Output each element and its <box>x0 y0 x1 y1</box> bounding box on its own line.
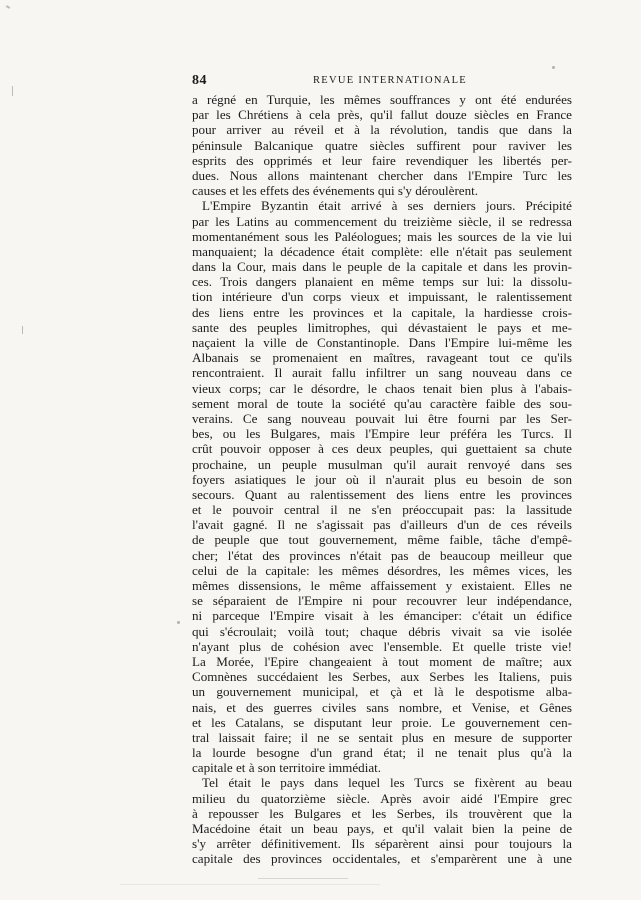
text-line: un gouvernement municipal, et çà et là le despotisme alba- <box>192 684 572 700</box>
text-line: dans la Cour, mais dans le peuple de la capitale et dans les provin- <box>192 259 572 275</box>
text-line: sante des peuples limitrophes, qui dévastaient le pays et me- <box>192 319 572 335</box>
scan-bottom-mark <box>120 884 380 885</box>
page-number: 84 <box>192 73 207 88</box>
text-line: tion intérieure d'un corps vieux et impuissant, le ralentissement <box>192 289 572 305</box>
text-line: n'ayant plus de cohésion avec l'ensemble. Et quelle triste vie! <box>192 638 572 654</box>
text-line: s'y arrêter définitivement. Ils séparèrent ainsi pour toujours la <box>192 836 572 852</box>
text-line: et le pouvoir central il ne s'en préoccupait pas: la lassitude <box>192 502 572 518</box>
body-text <box>192 92 572 867</box>
text-line: ni parceque l'Empire visait à les émanciper: c'était un édifice <box>192 608 572 624</box>
text-line: sement moral de toute la société qu'au caractère faible des sou- <box>192 395 572 411</box>
text-line: Comnènes succédaient les Serbes, aux Serbes les Italiens, puis <box>192 669 572 685</box>
scan-edge-mark <box>6 5 10 9</box>
text-line: crût pouvoir opposer à ces deux peuples, qui guettaient sa chute <box>192 441 572 457</box>
scan-speck <box>552 66 555 69</box>
text-line: la lourde besogne d'un grand état; il ne tenait plus qu'à la <box>192 745 572 761</box>
page-header <box>192 73 572 91</box>
text-line: verains. Ce sang nouveau pouvait lui être fourni par les Ser- <box>192 410 572 426</box>
text-line: Macédoine était un beau pays, et qu'il valait bien la peine de <box>192 821 572 836</box>
text-line: manquaient; la décadence était complète: elle n'était pas seulement <box>192 243 572 259</box>
text-line: vieux corps; car le désordre, le chaos tenait bien plus à l'abais- <box>192 380 572 396</box>
text-line: prochaine, un peuple musulman qu'il aurait renvoyé dans ses <box>192 456 572 472</box>
text-line: pour arriver au réveil et à la révolution, tandis que dans la <box>192 122 572 138</box>
text-line: bes, ou les Bulgares, mais l'Empire leur préféra les Turcs. Il <box>192 426 572 442</box>
text-line: La Morée, l'Epire changeaient à tout moment de maître; aux <box>192 653 572 669</box>
text-line: par les Chrétiens à cela près, qu'il fallut douze siècles en France <box>192 107 572 123</box>
scan-edge-mark <box>22 326 23 334</box>
text-line: dues. Nous allons maintenant chercher dans l'Empire Turc les <box>192 167 572 183</box>
text-line: capitale et à son territoire immédiat. <box>192 760 382 776</box>
text-line: celui de la capitale: les mêmes désordres, les mêmes vices, les <box>192 562 572 578</box>
text-line: Albanais se promenaient en maîtres, ravageant tout ce qu'ils <box>192 350 572 366</box>
text-line: à repousser les Bulgares et les Serbes, ils trouvèrent que la <box>192 805 572 821</box>
text-line: cher; l'état des provinces n'était pas de beaucoup meilleur que <box>192 547 572 563</box>
text-line: tral laissait faire; il ne se sentait plus en mesure de supporter <box>192 729 572 745</box>
text-line: par les Latins au commencement du treizième siècle, il se redressa <box>192 213 572 229</box>
text-line: mêmes dissensions, le même affaissement y existaient. Elles ne <box>192 578 572 593</box>
text-line: esprits des opprimés et leur faire revendiquer les libertés per- <box>192 152 572 168</box>
text-line: de peuple que tout gouvernement, même faible, tâche d'empê- <box>192 532 572 548</box>
text-line: Tel était le pays dans lequel les Turcs se fixèrent au beau <box>202 775 572 791</box>
text-line: a régné en Turquie, les mêmes souffrances y ont été endurées <box>192 92 572 107</box>
text-line: et les Catalans, se disputant leur proie. Le gouvernement cen- <box>192 714 572 730</box>
scan-speck <box>177 621 180 624</box>
text-line: momentanément sous les Paléologues; mais les sources de la vie lui <box>192 228 572 244</box>
text-line: nais, et des guerres civiles sans nombre, et Venise, et Gênes <box>192 699 572 715</box>
scan-bottom-mark <box>258 878 348 879</box>
text-line: causes et les effets des événements qui s'y déroulèrent. <box>192 183 479 199</box>
text-line: capitale des provinces occidentales, et s'emparèrent une à une <box>192 851 572 867</box>
text-line: se séparaient de l'Empire ni pour recouvrer leur indépendance, <box>192 593 572 609</box>
text-line: l'avait gagné. Il ne s'agissait pas d'ailleurs d'un de ces réveils <box>192 517 572 533</box>
text-line: foyers asiatiques le jour où il n'aurait plus eu besoin de son <box>192 471 572 487</box>
text-line: milieu du quatorzième siècle. Après avoir aidé l'Empire grec <box>192 790 572 806</box>
text-line: L'Empire Byzantin était arrivé à ses derniers jours. Précipité <box>202 198 572 214</box>
text-line: secours. Quant au ralentissement des liens entre les provinces <box>192 486 572 502</box>
text-line: péninsule Balcanique quatre siècles suffirent pour raviver les <box>192 137 572 153</box>
text-line: qui s'écroulait; voilà tout; chaque débris vivait sa vie isolée <box>192 623 572 639</box>
text-line: ces. Trois dangers planaient en même temps sur lui: la dissolu- <box>192 274 572 290</box>
text-line: naçaient la ville de Constantinople. Dans l'Empire lui-même les <box>192 335 572 350</box>
running-title: REVUE INTERNATIONALE <box>313 75 468 86</box>
text-line: des liens entre les provinces et la capitale, la hardiesse crois- <box>192 304 572 320</box>
scan-edge-mark <box>12 86 13 96</box>
text-line: rencontraient. Il aurait fallu infiltrer un sang nouveau dans ce <box>192 365 572 381</box>
